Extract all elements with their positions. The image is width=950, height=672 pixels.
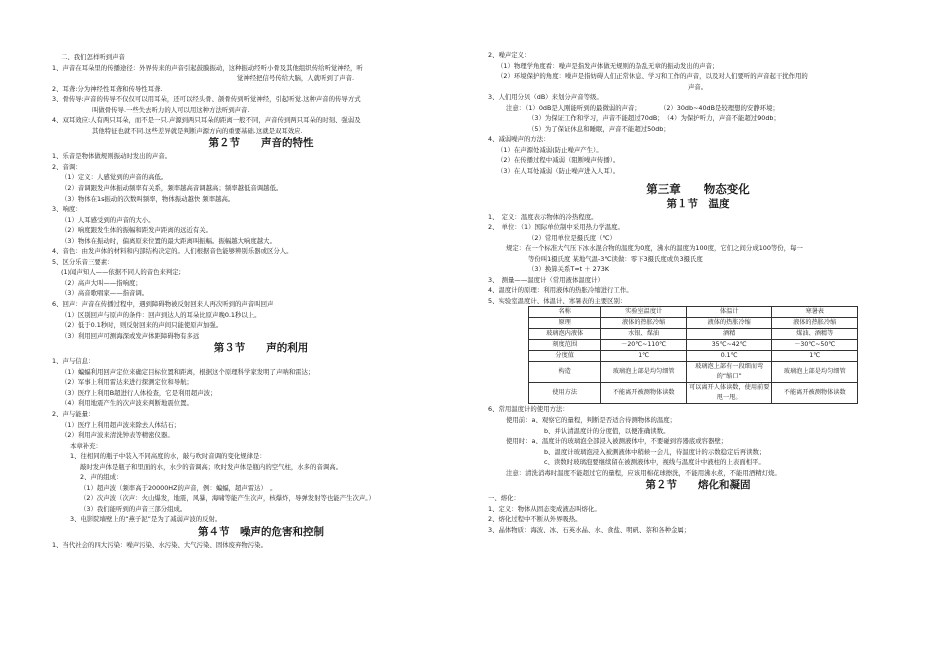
text-line: （2）低于0.1秒时，则反射回来的声间只能使原声加强。: [61, 321, 223, 330]
text-line: （2）常用单位是摄氏度（℃）: [528, 233, 616, 242]
text-line: （1）蝙蝠利用回声定位来确定目标位置和距离，根据这个原理科学家发明了声呐和雷达；: [61, 367, 315, 376]
text-line: （2）环境保护的角度：噪声是指妨碍人们正常休息、学习和工作的声音，以及对人们要听的声音起干扰作用的: [497, 72, 808, 81]
thermometer-comparison-table: [528, 306, 858, 404]
text-line: 2、 单位：（1）国际单位制中采用热力学温度。: [488, 223, 624, 232]
text-line: 注意：（1）0dB是人刚能听到的最微弱的声音； （2）30db~40dB是较理想的安静环境；: [506, 103, 779, 112]
table-cell: 35℃~42℃: [686, 340, 772, 351]
table-cell: －30℃~50℃: [772, 340, 858, 351]
text-line: 1、声与信息：: [52, 357, 95, 366]
text-line: 2、噪声定义：: [488, 51, 531, 59]
text-line: （2）在传播过程中减弱（阻断噪声传播）。: [497, 156, 620, 165]
table-cell: 使用方法: [529, 383, 601, 404]
table-cell: 1℃: [601, 351, 687, 362]
table-cell: 水银、煤油: [601, 329, 687, 340]
table-row: [529, 351, 858, 362]
table-cell: 不能离开被测物体读数: [772, 383, 858, 404]
text-line: （4）利用地震产生的次声波来判断地震位置。: [61, 399, 193, 408]
table-cell: 0.1℃: [686, 351, 772, 362]
text-line: b、温度计玻璃泡浸入被测液体中稍候一会儿，待温度计的示数稳定后再读数；: [544, 447, 766, 456]
text-line: 等份叫1摄氏度 某地气温-3℃读做：零下3摄氏度或负3摄氏度: [528, 254, 703, 263]
text-line: 2、熔化过程中不断从外界吸热。: [488, 515, 582, 524]
text-line: （1）在声源处减弱(防止噪声产生）。: [497, 145, 603, 154]
table-cell: 玻璃泡上部是均匀细管: [601, 362, 687, 383]
text-line: 4、音色：由发声体的材料和内部结构决定的。人们根据音色能够辨别乐器或区分人。: [52, 247, 293, 256]
text-line: (1)闻声知人——依据不同人的音色来判定;: [61, 268, 181, 277]
text-line: （3）医疗上利用B超进行人体检查，它是利用超声波；: [61, 388, 217, 397]
table-cell: 可以离开人体读数，使用前要甩一甩。: [686, 383, 772, 404]
text-line: （2）音调跟发声体振动频率有关系，频率越高音调越高；频率越低音调越低。: [61, 184, 283, 193]
text-line: 一、熔化：: [488, 494, 520, 503]
table-cell: 刻度范围: [529, 340, 601, 351]
text-line: 叫做骨传导.一些失去听力的人可以用这种方法听到声音.: [92, 105, 250, 114]
text-line: （3）物体在1s振动的次数叫频率，物体振动越快 频率越高。: [61, 194, 235, 203]
text-line: 2、耳聋:分为神经性耳聋和传导性耳聋.: [52, 84, 163, 93]
text-line: b、并认清温度计的分度值，以便准确读数。: [544, 426, 670, 435]
text-line: 1、定义：物体从固态变成液态叫熔化。: [488, 504, 601, 513]
table-header-cell: 体温计: [686, 307, 772, 318]
text-line: （1）区别回声与原声的条件：回声到达人的耳朵比原声晚0.1秒以上。: [61, 310, 261, 319]
text-line: （2）次声波（次声：火山爆发，地震，风暴，海啸等能产生次声，核爆炸，导弹发射等也能产生次声。）: [80, 494, 375, 503]
text-line: 1、当代社会的四大污染：噪声污染、水污染、大气污染、固体废弃物污染。: [52, 540, 267, 549]
text-line: 2、声与能量：: [52, 409, 95, 418]
table-cell: 玻璃泡上部是均匀细管: [772, 362, 858, 383]
text-line: 3、晶体物质：海波、冰、石英水晶、水、食盐、明矾、萘和各种金属；: [488, 525, 691, 534]
text-line: 4、双耳效应:人有两只耳朵，而不是一只.声源到两只耳朵的距离一般不同，声音传到两只耳朵的时刻、强弱及: [52, 116, 361, 125]
section-heading-temperature: 第１节 温度: [666, 197, 730, 210]
part2-title: 二、我们怎样听到声音: [61, 53, 125, 61]
text-line: （5）为了保证休息和睡眠，声音不能超过50db；: [528, 124, 670, 133]
text-line: 3、 测量——温度计（常用液体温度计）: [488, 275, 604, 284]
text-line: 使用前：a、观察它的量程，判断是否适合待测物体的温度；: [506, 416, 677, 425]
table-cell: －20℃~110℃: [601, 340, 687, 351]
text-line: 3、骨传导:声音的传导不仅仅可以用耳朵，还可以经头骨、颌骨传到听觉神经，引起听觉.这种声音的传导方式: [52, 95, 361, 104]
left-column: [52, 52, 470, 551]
text-line: （2）军事上利用雷达来进行探测定位和导航；: [61, 378, 193, 387]
text-line: （3）为保证工作和学习，声音不能超过70dB； （4）为保护听力，声音不能超过90db；: [528, 114, 780, 123]
table-cell: 玻璃泡内液体: [529, 329, 601, 340]
table-row: [529, 383, 858, 404]
text-line: （3）我们能听到的声音三部分组成。: [80, 504, 187, 513]
text-line: 其他特征也就不同.这些差异就是判断声源方向的重要基础.这就是双耳效应.: [92, 126, 303, 135]
table-row: [529, 318, 858, 329]
text-line: 6、常用温度计的使用方法：: [488, 405, 569, 414]
text-line: 1、声音在耳朵里的传播途径：外界传来的声音引起鼓膜振动，这种振动经听小骨及其他组织传给听觉神经，听: [52, 63, 363, 72]
table-cell: 不能离开被测物体读数: [601, 383, 687, 404]
text-line: （1）超声波（频率高于20000HZ的声音，例：蝙蝠，超声雷达） 。: [80, 483, 277, 492]
section-heading-4: 第４节 噪声的危害和控制: [198, 525, 324, 538]
text-line: 1、往相同的瓶子中装入不同高度的水，敲与吹时音调的变化规律是：: [70, 452, 266, 461]
table-header-cell: 寒暑表: [772, 307, 858, 318]
table-row: [529, 340, 858, 351]
text-line: （3）物体在振动时，偏离原来位置的最大距离叫振幅。振幅越大响度越大。: [61, 236, 276, 245]
table-cell: 1℃: [772, 351, 858, 362]
text-line: 3、响度：: [52, 205, 82, 214]
table-cell: 酒精: [686, 329, 772, 340]
text-line: （3）高音歌唱家——指音调。: [61, 289, 149, 298]
text-line: 规定：在一个标准大气压下冰水混合物的温度为0度，沸水的温度为100度，它们之间分成100等份，每一: [506, 244, 803, 253]
text-line: 2、声的组成：: [80, 473, 123, 482]
table-row: [529, 362, 858, 383]
table-cell: 玻璃泡上部有一段细而弯的“缩口”: [686, 362, 772, 383]
section-heading-2: 第２节 声音的特性: [208, 137, 314, 150]
table-cell: 液体的热胀冷缩: [686, 318, 772, 329]
table-cell: 煤油、酒精等: [772, 329, 858, 340]
text-line: 敲时发声体是瓶子和里面的水，水少的音调高；吹时发声体是瓶内的空气柱，水多的音调高。: [80, 462, 343, 471]
text-line: 3、电影院墙壁上的“燕子泥”是为了减弱声波的反射。: [70, 515, 222, 524]
table-header-cell: 名称: [529, 307, 601, 318]
text-line: 4、温度计的原理：利用液体的热胀冷缩进行工作。: [488, 286, 633, 295]
section-heading-3: 第３节 声的利用: [213, 342, 309, 355]
table-cell: 构造: [529, 362, 601, 383]
section-heading-melting: 第２节 熔化和凝固: [645, 479, 751, 492]
text-line: （3）换算关系T=t ＋ 273K: [528, 265, 610, 274]
text-line: 声音。: [688, 82, 708, 91]
table-header-row: [529, 307, 858, 318]
right-column: [488, 50, 908, 536]
text-line: （2）利用声波来清洗钟表等精密仪器。: [61, 431, 174, 440]
text-line: （2）高声大叫——指响度；: [61, 278, 142, 287]
text-line: （3）在人耳处减弱（防止噪声进入人耳）。: [497, 167, 620, 176]
text-line: 5、实验室温度计、体温计、寒暑表的主要区别：: [488, 296, 627, 305]
text-line: 使用时：a、温度计的玻璃泡全部浸入被测液体中，不要碰到容器底或容器壁；: [506, 437, 728, 446]
text-line: 1、 定义：温度表示物体的冷热程度。: [488, 212, 598, 221]
text-line: 2、音调：: [52, 162, 82, 171]
table-cell: 液体的热胀冷缩: [601, 318, 687, 329]
text-line: 4、减弱噪声的方法：: [488, 135, 550, 144]
text-line: 1、乐音是物体做规则振动时发出的声音。: [52, 152, 172, 161]
text-line: （3）利用回声可测海深或发声体距障碍物有多远: [61, 331, 200, 340]
text-line: （1）医疗上利用超声波来除去人体结石；: [61, 420, 181, 429]
chapter-heading-3: 第三章 物态变化: [646, 181, 750, 196]
table-row: [529, 329, 858, 340]
text-line: （1）定义：人感觉到的声音的高低。: [61, 173, 168, 182]
text-line: 觉神经把信号传给大脑，人就听到了声音.: [237, 74, 355, 83]
text-line: （1）人耳感受到的声音的大小。: [61, 215, 155, 224]
text-line: （2）响度跟发生体的振幅和距发声距离的远近有关。: [61, 226, 213, 235]
text-line: 3、人们用分贝（dB）来划分声音等级。: [488, 93, 603, 102]
table-cell: 原理: [529, 318, 601, 329]
table-cell: 分度值: [529, 351, 601, 362]
text-line: 注意：清洗消毒时温度不能超过它的量程，应该用棉花球擦洗，不能用沸水煮，不能用酒精灯烧。: [506, 468, 781, 477]
table-header-cell: 实验室温度计: [601, 307, 687, 318]
text-line: c、读数时玻璃泡要继续留在被测液体中，视线与温度计中液柱的上表面相平。: [544, 458, 765, 467]
text-line: 6、回声：声音在传播过程中，遇到障碍物被反射回来人再次听到的声音叫回声: [52, 300, 274, 309]
text-line: 本章补充：: [70, 441, 102, 450]
table-cell: 液体的热胀冷缩: [772, 318, 858, 329]
text-line: （1）物理学角度看：噪声是指发声体做无规则的杂乱无章的振动发出的声音；: [497, 61, 719, 70]
text-line: 5、区分乐音三要素：: [52, 257, 114, 266]
